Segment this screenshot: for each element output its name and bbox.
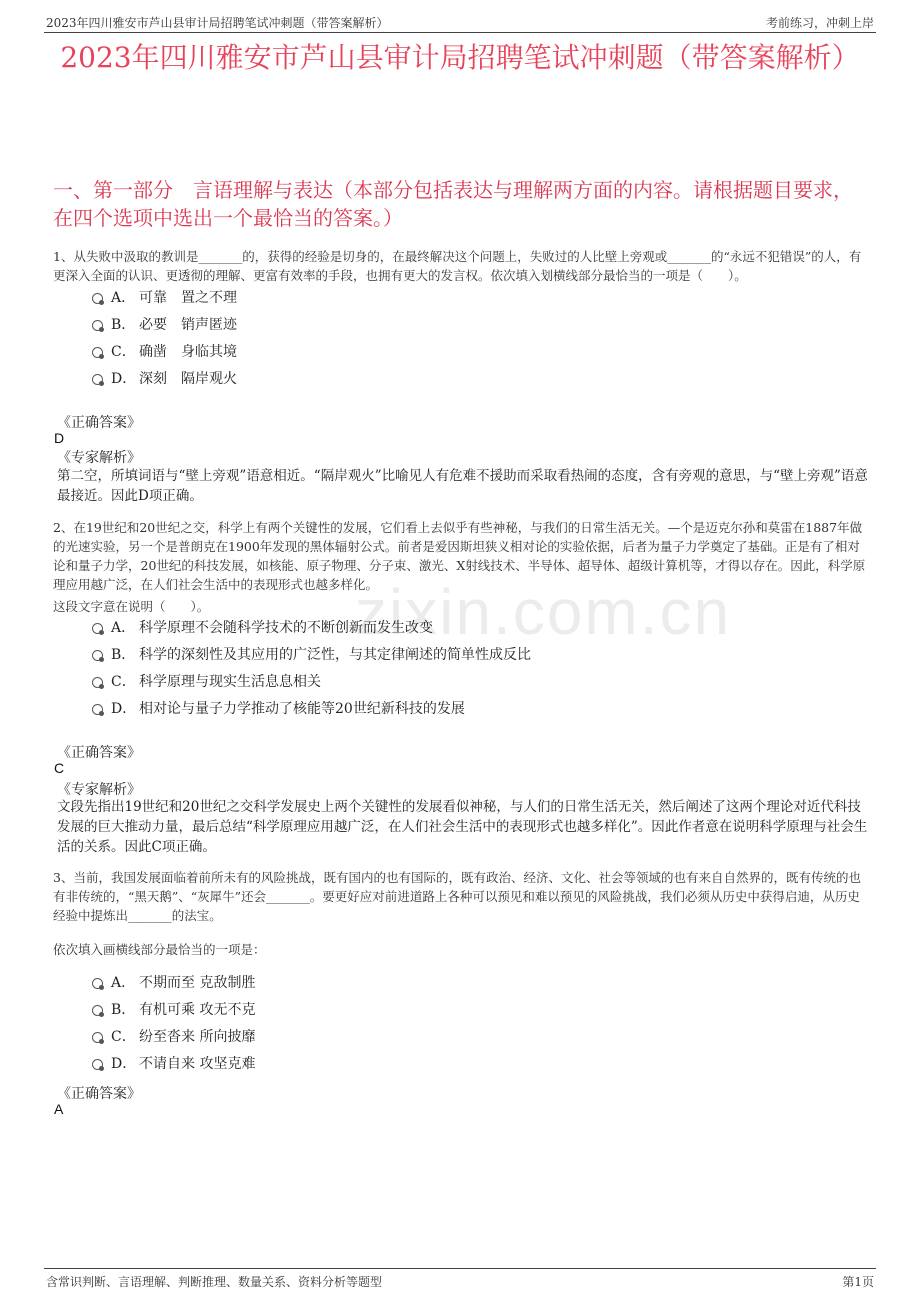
question-2-text: 2、在19世纪和20世纪之交，科学上有两个关键性的发展，它们看上去似乎有些神秘，与我们的日常生活无关。—个是迈克尔孙和莫雷在1887年做的光速实验，另一个是普朗克在1900年发现的黑体辐射公式。前者是爱因斯坦狭义相对论的实验依据，后者为量子力学奠定了基础。正是有了相对论和量子力学，20世纪的科技发展，如核能、原子物理、分子束、激光、X射线技术、半导体、超导体、超级计算机等，才得以存在。因此，科学原理应用越广泛，在人们社会生活中的表现形式也越多样化。 bbox=[53, 520, 866, 592]
q1-option-c[interactable]: C． 确凿 身临其境 bbox=[92, 342, 237, 362]
header-slogan: 考前练习，冲刺上岸 bbox=[765, 16, 874, 30]
q2-answer: C bbox=[54, 760, 65, 776]
radio-icon[interactable] bbox=[92, 650, 103, 661]
watermark: zixin.com.cn bbox=[355, 576, 732, 648]
q2-answer-label: 《正确答案》 bbox=[57, 745, 141, 761]
q1-analysis-label: 《专家解析》 bbox=[57, 450, 141, 466]
radio-icon[interactable] bbox=[92, 1005, 103, 1016]
page-header bbox=[44, 12, 876, 33]
q2-option-d[interactable]: D． 相对论与量子力学推动了核能等20世纪新科技的发展 bbox=[92, 699, 465, 719]
q3-option-c[interactable]: C． 纷至沓来 所向披靡 bbox=[92, 1027, 255, 1047]
question-3-text: 3、当前，我国发展面临着前所未有的风险挑战，既有国内的也有国际的，既有政治、经济、文化、社会等领域的也有来自自然界的，既有传统的也有非传统的，“黑天鹅”、“灰犀牛”还会_______。要更好应对前进道路上各种可以预见和难以预见的风险挑战，我们必须从历史中获得启迪，从历史经验中提炼出_______的法宝。 bbox=[53, 870, 861, 923]
radio-icon[interactable] bbox=[92, 978, 103, 989]
q2-option-c[interactable]: C． 科学原理与现实生活息息相关 bbox=[92, 672, 321, 692]
radio-icon[interactable] bbox=[92, 293, 103, 304]
radio-icon[interactable] bbox=[92, 320, 103, 331]
header-title: 2023年四川雅安市芦山县审计局招聘笔试冲刺题（带答案解析） bbox=[46, 16, 389, 30]
radio-icon[interactable] bbox=[92, 623, 103, 634]
footer-description: 含常识判断、言语理解、判断推理、数量关系、资料分析等题型 bbox=[46, 1275, 383, 1289]
radio-icon[interactable] bbox=[92, 677, 103, 688]
q3-option-d[interactable]: D． 不请自来 攻坚克难 bbox=[92, 1054, 255, 1074]
page-footer bbox=[44, 1268, 876, 1291]
q3-answer: A bbox=[54, 1101, 64, 1117]
q3-option-b[interactable]: B． 有机可乘 攻无不克 bbox=[92, 1000, 255, 1020]
q2-option-b[interactable]: B． 科学的深刻性及其应用的广泛性，与其定律阐述的简单性成反比 bbox=[92, 645, 531, 665]
q2-option-a[interactable]: A． 科学原理不会随科学技术的不断创新而发生改变 bbox=[92, 618, 433, 638]
question-3-prompt: 依次填入画横线部分最恰当的一项是： bbox=[53, 942, 266, 957]
radio-icon[interactable] bbox=[92, 347, 103, 358]
page-number: 第1页 bbox=[842, 1275, 874, 1289]
radio-icon[interactable] bbox=[92, 1059, 103, 1070]
question-1-text: 1、从失败中汲取的教训是_______的，获得的经验是切身的，在最终解决这个问题上，失败过的人比壁上旁观或_______的“永远不犯错误”的人，有更深入全面的认识、更透彻的理解、更富有效率的手段，也拥有更大的发言权。依次填入划横线部分最恰当的一项是（ ）。 bbox=[53, 249, 862, 283]
q3-answer-label: 《正确答案》 bbox=[57, 1086, 141, 1102]
question-2-prompt: 这段文字意在说明（ ）。 bbox=[53, 599, 210, 614]
q2-analysis: 文段先指出19世纪和20世纪之交科学发展史上两个关键性的发展看似神秘，与人们的日常生活无关，然后阐述了这两个理论对近代科技发展的巨大推动力量，最后总结“科学原理应用越广泛，在人们社会生活中的表现形式也越多样化”。因此作者意在说明科学原理与社会生活的关系。因此C项正确。 bbox=[57, 799, 868, 855]
q2-analysis-label: 《专家解析》 bbox=[57, 782, 141, 798]
q1-option-b[interactable]: B． 必要 销声匿迹 bbox=[92, 315, 237, 335]
document-title: 2023年四川雅安市芦山县审计局招聘笔试冲刺题（带答案解析） bbox=[60, 41, 860, 74]
q1-analysis: 第二空，所填词语与“壁上旁观”语意相近。“隔岸观火”比喻见人有危难不援助而采取看热闹的态度，含有旁观的意思，与“壁上旁观”语意最接近。因此D项正确。 bbox=[57, 468, 868, 504]
q1-answer: D bbox=[54, 430, 65, 446]
q1-answer-label: 《正确答案》 bbox=[57, 415, 141, 431]
radio-icon[interactable] bbox=[92, 1032, 103, 1043]
section-heading: 一、第一部分 言语理解与表达（本部分包括表达与理解两方面的内容。请根据题目要求，在四个选项中选出一个最恰当的答案。） bbox=[53, 178, 853, 230]
radio-icon[interactable] bbox=[92, 704, 103, 715]
q3-option-a[interactable]: A． 不期而至 克敌制胜 bbox=[92, 973, 255, 993]
q1-option-d[interactable]: D． 深刻 隔岸观火 bbox=[92, 369, 237, 389]
radio-icon[interactable] bbox=[92, 374, 103, 385]
q1-option-a[interactable]: A． 可靠 置之不理 bbox=[92, 288, 237, 308]
